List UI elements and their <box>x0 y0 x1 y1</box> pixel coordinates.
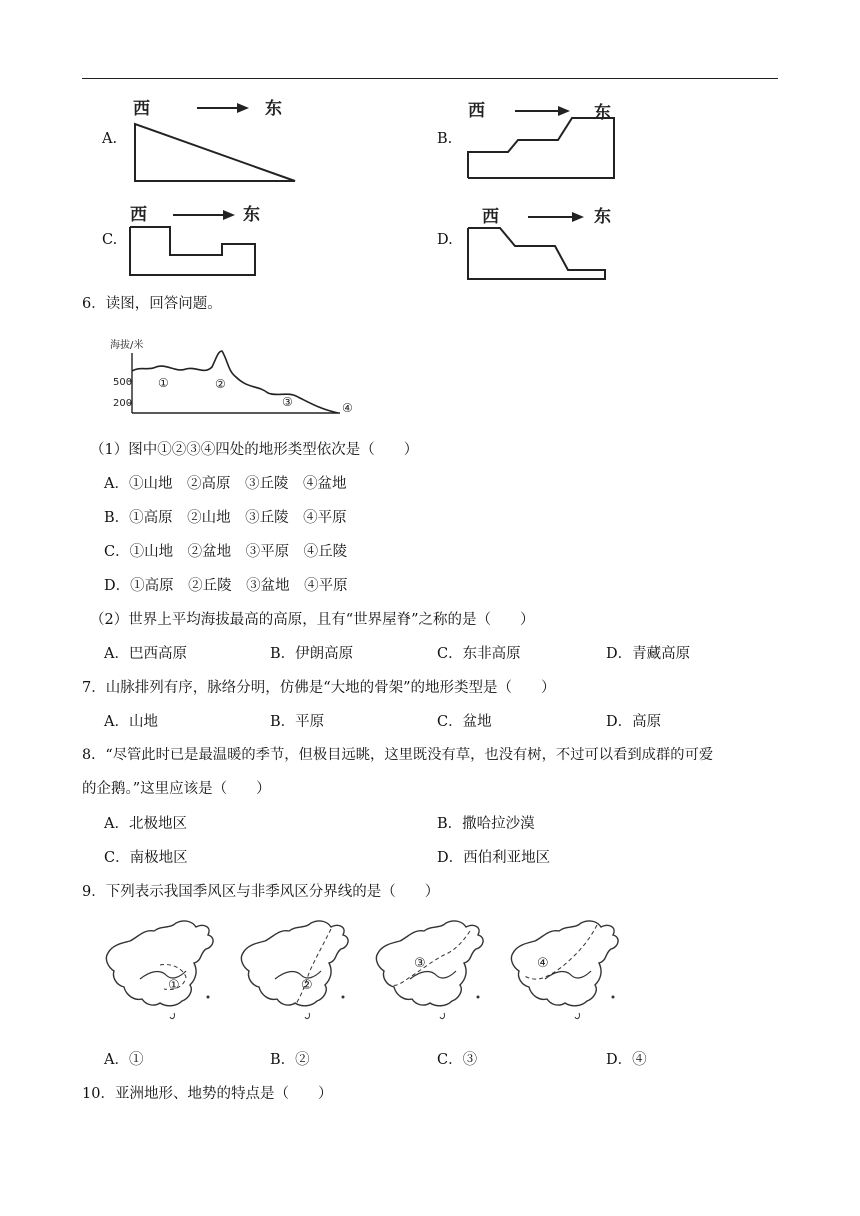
west-label: 西 <box>468 101 485 121</box>
q5-option-c-label: C. <box>102 232 118 248</box>
q7-option-c[interactable]: C．盆地 <box>437 714 492 730</box>
q6-sub2-option-a[interactable]: A．巴西高原 <box>104 646 187 662</box>
east-label: 东 <box>594 103 611 123</box>
q6-sub2-option-d[interactable]: D．青藏高原 <box>606 646 691 662</box>
q6-sub2-option-b[interactable]: B．伊朗高原 <box>270 646 354 662</box>
map-3-mark: ③ <box>414 956 426 971</box>
header-rule <box>82 78 778 79</box>
q8-option-d[interactable]: D．西伯利亚地区 <box>437 850 551 866</box>
q8-option-a[interactable]: A．北极地区 <box>104 816 187 832</box>
map-3 <box>376 921 483 1019</box>
q6-stem: 6．读图，回答问题。 <box>82 296 222 312</box>
map-1 <box>106 921 213 1019</box>
q6-sub1-option-a[interactable]: A．①山地 ②高原 ③丘陵 ④盆地 <box>104 476 347 492</box>
map-2-mark: ② <box>301 978 313 993</box>
q5-option-d-label: D. <box>437 232 453 248</box>
q6-elevation-profile <box>110 333 353 423</box>
q5-profile-d <box>460 200 620 282</box>
map-4 <box>511 921 618 1019</box>
q6-sub1-stem: （1）图中①②③④四处的地形类型依次是（ ） <box>90 442 419 458</box>
map-2 <box>241 921 348 1019</box>
ylabel: 海拔/米 <box>110 340 144 351</box>
mark-2: ② <box>215 377 226 391</box>
mark-3: ③ <box>282 395 293 409</box>
q8-option-b[interactable]: B．撒哈拉沙漠 <box>437 816 535 832</box>
q5-profile-c <box>125 200 275 280</box>
east-label: 东 <box>243 205 260 225</box>
q6-sub1-option-c[interactable]: C．①山地 ②盆地 ③平原 ④丘陵 <box>104 544 348 560</box>
q9-option-b[interactable]: B．② <box>270 1052 310 1068</box>
q5-profile-b <box>460 94 630 184</box>
q8-stem-line1: 8．“尽管此时已是最温暖的季节，但极目远眺，这里既没有草，也没有树，不过可以看到成群的可爱 <box>82 747 714 763</box>
q7-stem: 7．山脉排列有序，脉络分明，仿佛是“大地的骨架”的地形类型是（ ） <box>82 680 556 696</box>
q9-option-c[interactable]: C．③ <box>437 1052 478 1068</box>
q5-profile-a <box>125 94 305 186</box>
q9-option-a[interactable]: A．① <box>104 1052 144 1068</box>
q7-option-b[interactable]: B．平原 <box>270 714 325 730</box>
q9-china-maps <box>100 915 630 1035</box>
q9-option-d[interactable]: D．④ <box>606 1052 647 1068</box>
q8-stem-line2: 的企鹅。”这里应该是（ ） <box>82 781 271 797</box>
q7-option-d[interactable]: D．高原 <box>606 714 662 730</box>
tick-500: 500 <box>113 377 133 388</box>
west-label: 西 <box>130 205 147 225</box>
q7-option-a[interactable]: A．山地 <box>104 714 158 730</box>
q10-stem: 10．亚洲地形、地势的特点是（ ） <box>82 1086 333 1102</box>
mark-4: ④ <box>342 401 353 415</box>
q6-sub2-option-c[interactable]: C．东非高原 <box>437 646 521 662</box>
west-label: 西 <box>133 99 150 119</box>
q9-stem: 9．下列表示我国季风区与非季风区分界线的是（ ） <box>82 884 440 900</box>
east-label: 东 <box>594 207 611 227</box>
east-label: 东 <box>265 99 282 119</box>
q6-sub1-option-b[interactable]: B．①高原 ②山地 ③丘陵 ④平原 <box>104 510 347 526</box>
q8-option-c[interactable]: C．南极地区 <box>104 850 188 866</box>
tick-200: 200 <box>113 398 133 409</box>
map-4-mark: ④ <box>537 956 549 971</box>
q5-option-a-label: A. <box>102 131 118 147</box>
q6-sub1-option-d[interactable]: D．①高原 ②丘陵 ③盆地 ④平原 <box>104 578 348 594</box>
west-label: 西 <box>482 207 499 227</box>
q6-sub2-stem: （2）世界上平均海拔最高的高原，且有“世界屋脊”之称的是（ ） <box>90 612 535 628</box>
map-1-mark: ① <box>168 978 180 993</box>
mark-1: ① <box>158 376 169 390</box>
q5-option-b-label: B. <box>437 131 453 147</box>
